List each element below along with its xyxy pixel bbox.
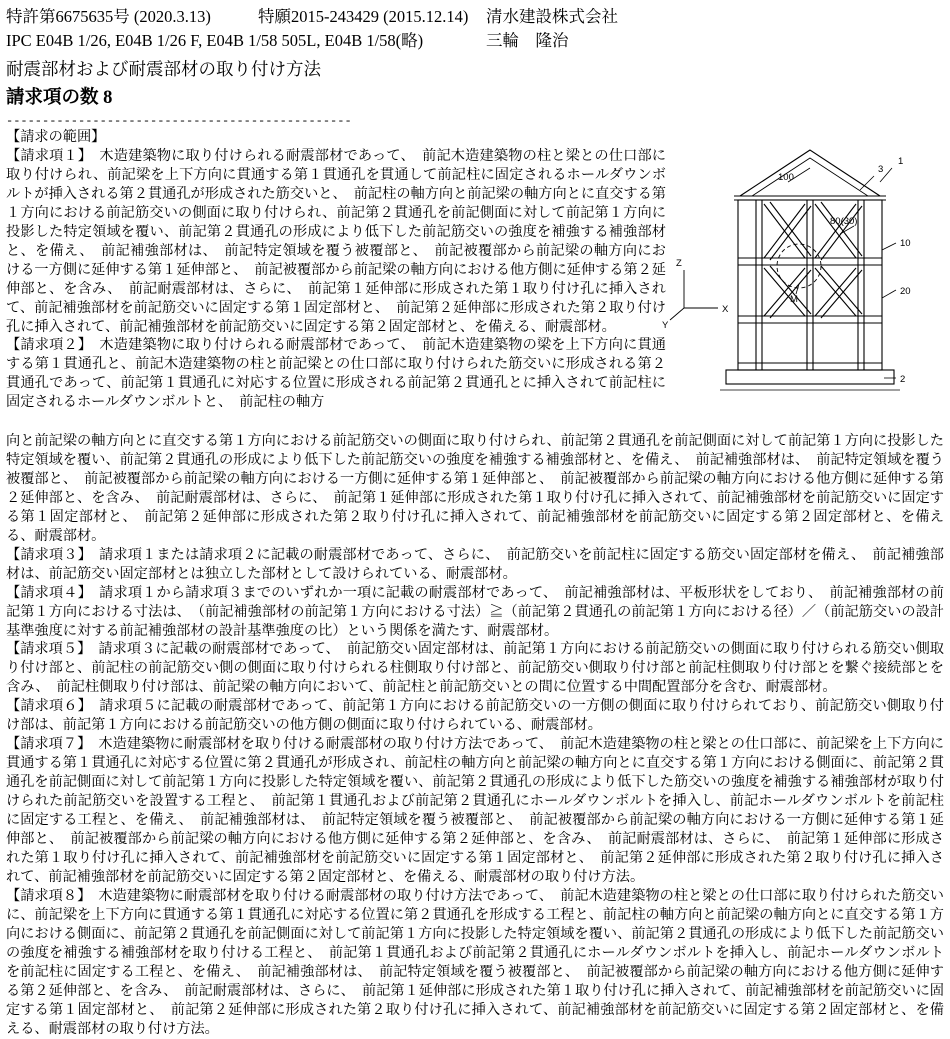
claim-1: 【請求項１】 木造建築物に取り付けられる耐震部材であって、 前記木造建築物の柱と梁との仕口部に取り付けられ、前記梁を上下方向に貫通する第１貫通孔を貫通して前記柱に固定されるホールダウンボルトが挿入される第２貫通孔が形成された筋交いと、 前記柱の軸方向と前記梁の軸方向とに直交する第１方向における前記筋交いの側面に取り付けられ、前記第２貫通孔を前記側面に対して前記第１方向に投影した特定領域を覆い、前記第２貫通孔の形成により低下した前記筋交いの強度を補強する補強部材と、を備え、 前記補強部材は、 前記特定領域を覆う被覆部と、 前記被覆部から前記梁の軸方向における一方側に延伸する第１延伸部と、 前記被覆部から前記梁の軸方向における他方側に延伸する第２延伸部と、を含み、 前記耐震部材は、さらに、 前記第１延伸部に形成された第１取り付け孔に挿入されて、前記補強部材を前記筋交いに固定する第１固定部材と、 前記第２延伸部に形成された第２取り付け孔に挿入されて、前記補強部材を前記筋交いに固定する第２固定部材と、を備える、耐震部材。 (6, 147, 666, 335)
figure-label-2: 2 (900, 374, 906, 385)
header-row-ipc (6, 30, 944, 52)
figure-label-20: 20 (900, 286, 911, 297)
claim-7: 【請求項７】 木造建築物に耐震部材を取り付ける耐震部材の取り付け方法であって、 前記木造建築物の柱と梁との仕口部に、前記梁を上下方向に貫通する第１貫通孔に対応する位置に第２貫通孔が形成され、前記柱の軸方向と前記梁の軸方向とに直交する第１方向における側面に、前記第２貫通孔を前記側面に対して前記第１方向に投影した特定領域を覆い、前記第２貫通孔の形成により低下した筋交いの強度を補強する補強部材が取り付けられた前記筋交いを設置する工程と、 前記第１貫通孔および前記第２貫通孔にホールダウンボルトを挿入し、前記ホールダウンボルトを前記柱に固定する工程と、を備え、 前記補強部材は、 前記特定領域を覆う被覆部と、 前記被覆部から前記梁の軸方向における一方側に延伸する第１延伸部と、 前記被覆部から前記梁の軸方向における他方側に延伸する第２延伸部と、を含み、 前記耐震部材は、さらに、 前記第１延伸部に形成された第１取り付け孔に挿入されて、前記補強部材を前記筋交いに固定する第１固定部材と、 前記第２延伸部に形成された第２取り付け孔に挿入されて、前記補強部材を前記筋交いに固定する第２固定部材と、を備える、耐震部材の取り付け方法。 (6, 736, 944, 885)
claim-5: 【請求項５】 請求項３に記載の耐震部材であって、 前記筋交い固定部材は、前記第１方向における前記筋交いの側面に取り付けられる筋交い側取り付け部と、前記柱の前記筋交い側の側面に取り付けられる柱側取り付け部と、前記筋交い側取り付け部と前記柱側取り付け部とを繋ぐ接続部とを含み、 前記柱側取り付け部は、前記梁の軸方向において、前記柱と前記筋交いとの間に位置する中間配置部分を含む、耐震部材。 (6, 641, 944, 696)
patent-number: 特許第6675635号 (2020.3.13) (6, 7, 211, 26)
ipc-classification: IPC E04B 1/26, E04B 1/26 F, E04B 1/58 505L, E04B 1/58(略) (6, 31, 424, 51)
claim-2-part-2: 向と前記梁の軸方向とに直交する第１方向における前記筋交いの側面に取り付けられ、前記第２貫通孔を前記側面に対して前記第１方向に投影した特定領域を覆い、前記第２貫通孔の形成により低下した前記筋交いの強度を補強する補強部材と、を備え、 前記補強部材は、 前記特定領域を覆う被覆部と、 前記被覆部から前記梁の軸方向における一方側に延伸する第１延伸部と、 前記被覆部から前記梁の軸方向における他方側に延伸する第２延伸部と、を含み、 前記耐震部材は、さらに、 前記第１延伸部に形成された第１取り付け孔に挿入されて、前記補強部材を前記筋交いに固定する第１固定部材と、 前記第２延伸部に形成された第２取り付け孔に挿入されて、前記補強部材を前記筋交いに固定する第２固定部材と、を備える、耐震部材。 (6, 433, 944, 544)
claim-4: 【請求項４】 請求項１から請求項３までのいずれか一項に記載の耐震部材であって、 前記補強部材は、平板形状をしており、 前記補強部材の前記第１方向における寸法は、 （前記補強部材の前記第１方向における寸法）≧（前記第２貫通孔の前記第１方向における径）／（前記筋交いの設計基準強度に対する前記補強部材の設計基準強度の比）という関係を満たす、耐震部材。 (6, 584, 944, 639)
figure-label-M: M (790, 294, 798, 305)
claim-6: 【請求項６】 請求項５に記載の耐震部材であって、前記第１方向における前記筋交いの一方側の側面に取り付けられており、前記筋交い側取り付け部は、前記第１方向における前記筋交いの他方側の側面に取り付けられている、耐震部材。 (6, 698, 944, 734)
document-header (6, 6, 944, 128)
application-number: 特願2015-243429 (2015.12.14) (258, 7, 469, 26)
claims-column-left (6, 128, 666, 412)
figure-label-10: 10 (900, 238, 911, 249)
scope-heading: 【請求の範囲】 (6, 129, 106, 145)
invention-title: 耐震部材および耐震部材の取り付け方法 (6, 58, 321, 79)
figure-label-1: 1 (898, 156, 904, 167)
figure-label-100: 100 (778, 172, 794, 183)
figure-label-80: 80(30) (830, 216, 858, 227)
applicant-name: 清水建設株式会社 (486, 7, 618, 26)
claims-full-width (6, 432, 944, 1039)
figure-label-3: 3 (878, 164, 884, 175)
inventor-name: 三輪 隆治 (486, 31, 569, 51)
horizontal-rule: ------------------------------------------------ (6, 114, 352, 129)
patent-figure (660, 138, 948, 428)
claim-2-part-1: 【請求項２】 木造建築物に取り付けられる耐震部材であって、 前記木造建築物の梁を上下方向に貫通する第１貫通孔と、前記木造建築物の柱と前記梁との仕口部に取り付けられた筋交いに形成される第２貫通孔であって、前記第１貫通孔に対応する位置に形成される前記第２貫通孔とに挿入されて前記柱に固定されるホールダウンボルトと、 前記柱の軸方 (6, 337, 666, 411)
figure-axis-x: X (722, 304, 729, 315)
claims-count: 請求項の数 8 (6, 88, 113, 109)
figure-axis-z: Z (676, 258, 682, 269)
header-row-bibliographic (6, 6, 944, 28)
figure-axis-y: Y (662, 320, 669, 331)
claim-8: 【請求項８】 木造建築物に耐震部材を取り付ける耐震部材の取り付け方法であって、 前記木造建築物の柱と梁との仕口部に取り付けられた筋交いに、前記梁を上下方向に貫通する第１貫通孔に対応する位置に第２貫通孔を形成する工程と、前記柱の軸方向と前記梁の軸方向とに直交する第１方向における側面に、前記第２貫通孔を前記側面に対して前記第１方向に投影した特定領域を覆い、前記第２貫通孔の形成により低下した前記筋交いの強度を補強する補強部材を取り付ける工程と、 前記第１貫通孔および前記第２貫通孔にホールダウンボルトを挿入し、前記ホールダウンボルトを前記柱に固定する工程と、を備え、 前記補強部材は、 前記特定領域を覆う被覆部と、 前記被覆部から前記梁の軸方向における他方側に延伸する第２延伸部と、を含み、 前記耐震部材は、さらに、 前記第１延伸部に形成された第１取り付け孔に挿入されて、前記補強部材を前記筋交いに固定する第１固定部材と、 前記第２延伸部に形成された第２取り付け孔に挿入されて、前記補強部材を前記筋交いに固定する第２固定部材と、を備える、耐震部材の取り付け方法。 (6, 887, 944, 1037)
claim-3: 【請求項３】 請求項１または請求項２に記載の耐震部材であって、さらに、 前記筋交いを前記柱に固定する筋交い固定部材を備え、 前記補強部材は、前記筋交い固定部材とは独立した部材として設けられている、耐震部材。 (6, 546, 944, 582)
